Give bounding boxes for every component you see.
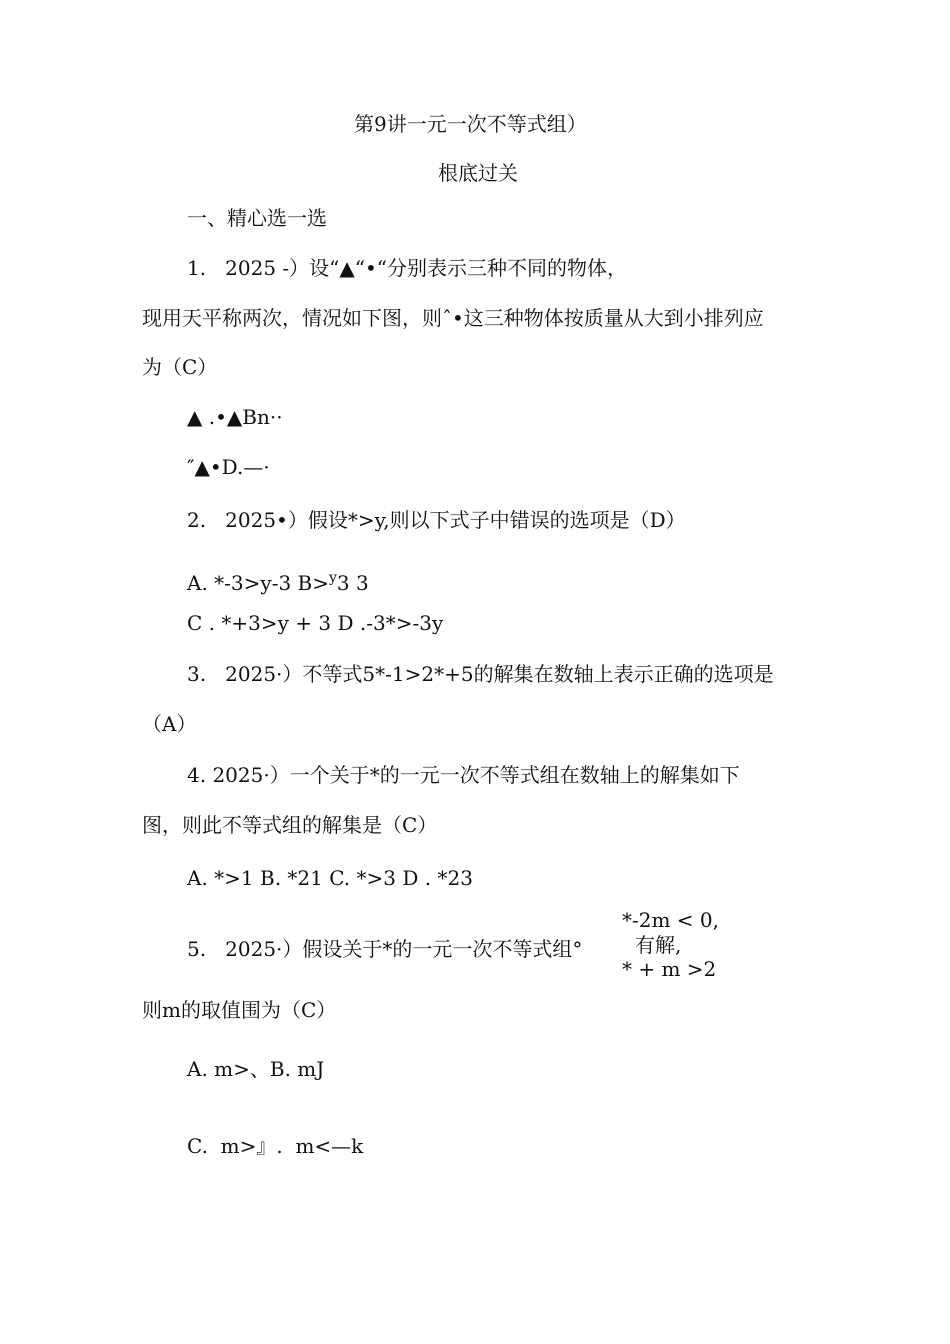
section-heading: 一、精心选一选 — [187, 206, 327, 230]
question-2-line-1: 2. 2025•）假设*>y,则以下式子中错误的选项是（D） — [187, 508, 686, 532]
question-2-options-a-b — [187, 564, 369, 597]
question-5-system-line-2: * + m >2 — [622, 957, 717, 981]
question-2-option-a-text: A. *-3>y-3 B> — [187, 571, 329, 595]
question-2-options-c-d: C . *+3>y + 3 D .-3*>-3y — [187, 611, 444, 635]
question-4-line-2: 图，则此不等式组的解集是（C） — [142, 813, 438, 837]
question-1-option-line-1: ▲ .•▲Bn·· — [187, 405, 283, 429]
question-1-line-2: 现用天平称两次，情况如下图，则ˆ•这三种物体按质量从大到小排列应 — [142, 306, 764, 330]
question-4-line-1: 4. 2025·）一个关于*的一元一次不等式组在数轴上的解集如下 — [187, 763, 740, 787]
question-2-option-b-superscript: y — [329, 570, 337, 586]
question-5-options-a-b: A. m>、B. mJ — [187, 1057, 325, 1081]
question-1-line-1: 1. 2025 -）设“▲“•“分别表示三种不同的物体， — [187, 256, 628, 280]
question-5-line-1: 5. 2025·）假设关于*的一元一次不等式组° — [187, 937, 583, 961]
question-3-line-2: （A） — [142, 712, 197, 736]
page-title: 第9讲一元一次不等式组） — [354, 112, 587, 136]
question-5-system-middle: 有解, — [635, 933, 682, 957]
page-subtitle: 根底过关 — [438, 161, 518, 185]
question-2-option-b-text: 3 3 — [336, 571, 369, 595]
question-5-line-2: 则m的取值围为（C） — [142, 998, 337, 1022]
question-5-options-c-d: C. m>』. m<—k — [187, 1134, 364, 1158]
question-5-system-line-1: *-2m < 0, — [622, 908, 720, 932]
question-1-option-line-2: ″▲•D.—· — [187, 455, 270, 479]
question-4-options: A. *>1 B. *21 C. *>3 D . *23 — [187, 866, 473, 890]
question-1-line-3: 为（C） — [142, 355, 218, 379]
question-3-line-1: 3. 2025·）不等式5*-1>2*+5的解集在数轴上表示正确的选项是 — [187, 662, 774, 686]
